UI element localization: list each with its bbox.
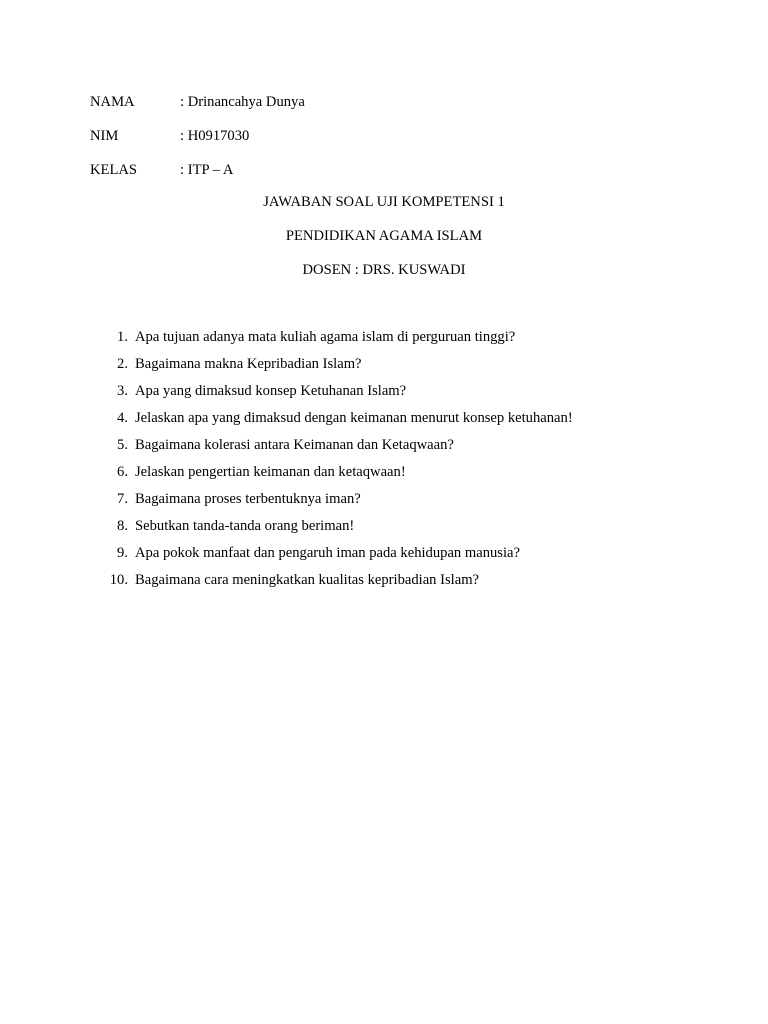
question-number: 8. bbox=[117, 518, 128, 534]
question-text: Bagaimana cara meningkatkan kualitas kepribadian Islam? bbox=[135, 572, 480, 588]
question-number: 3. bbox=[117, 383, 128, 399]
question-number: 1. bbox=[117, 329, 128, 345]
question-number: 2. bbox=[117, 356, 128, 372]
nim-label: NIM bbox=[90, 128, 119, 144]
nama-label: NAMA bbox=[90, 94, 135, 110]
question-item bbox=[0, 543, 768, 570]
question-text: Apa pokok manfaat dan pengaruh iman pada kehidupan manusia? bbox=[135, 545, 520, 561]
question-text: Bagaimana kolerasi antara Keimanan dan Ketaqwaan? bbox=[135, 437, 454, 453]
nim-value: : H0917030 bbox=[180, 128, 250, 144]
question-number: 4. bbox=[117, 410, 128, 426]
question-item bbox=[0, 408, 768, 435]
question-item bbox=[0, 462, 768, 489]
kelas-value: : ITP – A bbox=[180, 162, 234, 178]
question-text: Jelaskan apa yang dimaksud dengan keimanan menurut konsep ketuhanan! bbox=[135, 410, 573, 426]
subject-heading: PENDIDIKAN AGAMA ISLAM bbox=[285, 228, 483, 244]
question-number: 5. bbox=[117, 437, 128, 453]
question-number: 7. bbox=[117, 491, 128, 507]
question-text: Sebutkan tanda-tanda orang beriman! bbox=[135, 518, 355, 534]
question-text: Bagaimana makna Kepribadian Islam? bbox=[135, 356, 362, 372]
question-list bbox=[0, 327, 768, 597]
question-number: 10. bbox=[109, 572, 128, 588]
question-text: Bagaimana proses terbentuknya iman? bbox=[135, 491, 361, 507]
question-item bbox=[0, 489, 768, 516]
question-item bbox=[0, 516, 768, 543]
question-text: Jelaskan pengertian keimanan dan ketaqwaan! bbox=[135, 464, 406, 480]
question-item bbox=[0, 381, 768, 408]
question-number: 9. bbox=[117, 545, 128, 561]
question-item bbox=[0, 435, 768, 462]
nama-value: : Drinancahya Dunya bbox=[180, 94, 305, 110]
kelas-label: KELAS bbox=[90, 162, 138, 178]
question-item bbox=[0, 327, 768, 354]
document-title: JAWABAN SOAL UJI KOMPETENSI 1 bbox=[263, 194, 505, 210]
question-text: Apa tujuan adanya mata kuliah agama islam di perguruan tinggi? bbox=[135, 329, 516, 345]
question-text: Apa yang dimaksud konsep Ketuhanan Islam? bbox=[135, 383, 407, 399]
question-item bbox=[0, 354, 768, 381]
question-item bbox=[0, 570, 768, 597]
question-number: 6. bbox=[117, 464, 128, 480]
lecturer-heading: DOSEN : DRS. KUSWADI bbox=[302, 262, 466, 278]
